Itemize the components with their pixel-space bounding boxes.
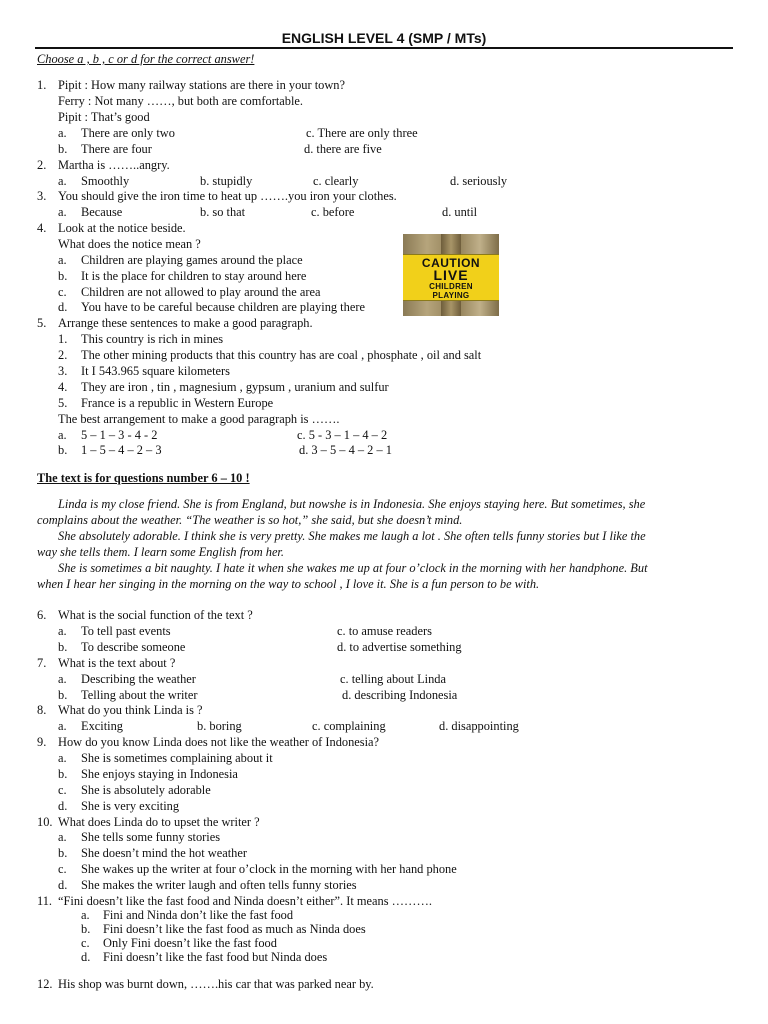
q8-option-b: b. boring <box>197 719 242 733</box>
q11-letter-c: c. <box>81 936 90 950</box>
q5-item: The other mining products that this country has are coal , phosphate , oil and salt <box>81 348 482 362</box>
q3-number: 3. <box>37 189 47 203</box>
q10-letter-c: c. <box>58 862 67 876</box>
sign-line-4: PLAYING <box>432 291 470 300</box>
q8-text: What do you think Linda is ? <box>58 703 203 717</box>
q7-option-c: c. telling about Linda <box>340 672 446 686</box>
q9-letter-a: a. <box>58 751 67 765</box>
q1-dialogue-1: Pipit : How many railway stations are there in your town? <box>58 78 345 92</box>
q1-dialogue-2: Ferry : Not many ……, but both are comfortable. <box>58 94 303 108</box>
q5-option-c: c. 5 - 3 – 1 – 4 – 2 <box>297 428 388 442</box>
q5-option-d: d. 3 – 5 – 4 – 2 – 1 <box>299 443 392 457</box>
q8-option-a: Exciting <box>81 719 123 733</box>
q4-letter-a: a. <box>58 253 67 267</box>
q10-option-d: She makes the writer laugh and often tells funny stories <box>81 878 357 892</box>
q4-letter-b: b. <box>58 269 68 283</box>
q5-item: France is a republic in Western Europe <box>81 396 274 410</box>
q5-option-a: 5 – 1 – 3 - 4 - 2 <box>81 428 158 442</box>
q6-letter-a: a. <box>58 624 67 638</box>
q9-number: 9. <box>37 735 47 749</box>
q5-letter-a: a. <box>58 428 67 442</box>
q2-letter-a: a. <box>58 174 67 188</box>
q12-text: His shop was burnt down, …….his car that was parked near by. <box>58 977 374 991</box>
q2-option-d: d. seriously <box>450 174 508 188</box>
q11-letter-d: d. <box>81 950 91 964</box>
q1-letter-b: b. <box>58 142 68 156</box>
q7-text: What is the text about ? <box>58 656 176 670</box>
q11-option-b: Fini doesn’t like the fast food as much as Ninda does <box>103 922 366 936</box>
sign-line-1: CAUTION <box>421 256 481 270</box>
sign-line-3: CHILDREN <box>429 282 473 291</box>
passage-line: She absolutely adorable. I think she is very pretty. She makes me laugh a lot . She often tells funny stories but I like the <box>58 529 646 543</box>
q5-item: It I 543.965 square kilometers <box>81 364 230 378</box>
q5-item-number: 3. <box>58 364 68 378</box>
q2-number: 2. <box>37 158 47 172</box>
q1-letter-a: a. <box>58 126 67 140</box>
q1-option-c: c. There are only three <box>306 126 418 140</box>
q6-letter-b: b. <box>58 640 68 654</box>
q1-option-b: There are four <box>81 142 152 156</box>
q1-number: 1. <box>37 78 47 92</box>
q3-letter-a: a. <box>58 205 67 219</box>
q10-option-a: She tells some funny stories <box>81 830 221 844</box>
q5-letter-b: b. <box>58 443 68 457</box>
q2-option-b: b. stupidly <box>200 174 253 188</box>
q4-option-d: You have to be careful because children are playing there <box>81 300 365 314</box>
passage-line: complains about the weather. “The weather is so hot,” she said, but she doesn’t mind. <box>37 513 463 527</box>
q10-number: 10. <box>37 815 53 829</box>
q4-option-b: It is the place for children to stay around here <box>81 269 307 283</box>
q7-option-d: d. describing Indonesia <box>342 688 458 702</box>
instruction: Choose a , b , c or d for the correct answer! <box>37 52 255 66</box>
q10-letter-d: d. <box>58 878 68 892</box>
q1-option-d: d. there are five <box>304 142 382 156</box>
q2-option-c: c. clearly <box>313 174 359 188</box>
q11-letter-b: b. <box>81 922 91 936</box>
q5-item: They are iron , tin , magnesium , gypsum , uranium and sulfur <box>81 380 389 394</box>
passage-line: She is sometimes a bit naughty. I hate it when she wakes me up at four o’clock in the morning with her handphone. But <box>58 561 648 575</box>
caution-sign-image <box>403 234 499 316</box>
q9-letter-d: d. <box>58 799 68 813</box>
q3-option-a: Because <box>81 205 123 219</box>
q5-item-number: 5. <box>58 396 68 410</box>
q10-option-b: She doesn’t mind the hot weather <box>81 846 247 860</box>
q9-option-d: She is very exciting <box>81 799 180 813</box>
text-heading: The text is for questions number 6 – 10 ! <box>37 471 250 485</box>
q11-text: “Fini doesn’t like the fast food and Ninda doesn’t either”. It means ………. <box>58 894 432 908</box>
q9-option-c: She is absolutely adorable <box>81 783 211 797</box>
q5-text: Arrange these sentences to make a good paragraph. <box>58 316 313 330</box>
passage-line: Linda is my close friend. She is from England, but nowshe is in Indonesia. She enjoys staying here. But sometimes, she <box>58 497 646 511</box>
q4-text: Look at the notice beside. <box>58 221 186 235</box>
title-divider <box>35 47 733 49</box>
q8-number: 8. <box>37 703 47 717</box>
q5-prompt: The best arrangement to make a good paragraph is ……. <box>58 412 340 426</box>
q7-letter-a: a. <box>58 672 67 686</box>
q4-letter-d: d. <box>58 300 68 314</box>
q5-item-number: 1. <box>58 332 68 346</box>
passage-line: way she tells them. I learn some English from her. <box>37 545 284 559</box>
q11-option-c: Only Fini doesn’t like the fast food <box>103 936 277 950</box>
q8-option-c: c. complaining <box>312 719 386 733</box>
q4-letter-c: c. <box>58 285 67 299</box>
q7-option-a: Describing the weather <box>81 672 196 686</box>
q8-option-d: d. disappointing <box>439 719 519 733</box>
q6-text: What is the social function of the text ? <box>58 608 253 622</box>
page-title: ENGLISH LEVEL 4 (SMP / MTs) <box>281 30 487 46</box>
q8-letter-a: a. <box>58 719 67 733</box>
q11-number: 11. <box>37 894 53 908</box>
sign-line-2: LIVE <box>433 267 469 283</box>
q7-letter-b: b. <box>58 688 68 702</box>
q4-number: 4. <box>37 221 47 235</box>
q3-option-d: d. until <box>442 205 478 219</box>
q9-text: How do you know Linda does not like the weather of Indonesia? <box>58 735 380 749</box>
q4-option-a: Children are playing games around the place <box>81 253 303 267</box>
q2-text: Martha is ……..angry. <box>58 158 170 172</box>
q11-letter-a: a. <box>81 908 90 922</box>
q3-option-c: c. before <box>311 205 355 219</box>
q5-option-b: 1 – 5 – 4 – 2 – 3 <box>81 443 162 457</box>
q5-number: 5. <box>37 316 47 330</box>
q10-letter-a: a. <box>58 830 67 844</box>
q1-dialogue-3: Pipit : That’s good <box>58 110 150 124</box>
q7-option-b: Telling about the writer <box>81 688 198 702</box>
q6-option-a: To tell past events <box>81 624 171 638</box>
q3-option-b: b. so that <box>200 205 246 219</box>
q4-text-2: What does the notice mean ? <box>58 237 201 251</box>
q10-option-c: She wakes up the writer at four o’clock in the morning with her hand phone <box>81 862 457 876</box>
q5-item-number: 4. <box>58 380 68 394</box>
sign-plate <box>403 254 499 301</box>
q6-number: 6. <box>37 608 47 622</box>
passage-line: when I hear her singing in the morning on the way to school , I love it. She is a fun person to be with. <box>37 577 540 591</box>
q6-option-d: d. to advertise something <box>337 640 462 654</box>
q5-item-number: 2. <box>58 348 68 362</box>
q10-letter-b: b. <box>58 846 68 860</box>
q3-text: You should give the iron time to heat up …….you iron your clothes. <box>58 189 397 203</box>
q6-option-c: c. to amuse readers <box>337 624 432 638</box>
q7-number: 7. <box>37 656 47 670</box>
q9-letter-b: b. <box>58 767 68 781</box>
q10-text: What does Linda do to upset the writer ? <box>58 815 260 829</box>
q9-option-b: She enjoys staying in Indonesia <box>81 767 238 781</box>
q4-option-c: Children are not allowed to play around the area <box>81 285 321 299</box>
q2-option-a: Smoothly <box>81 174 130 188</box>
q6-option-b: To describe someone <box>81 640 186 654</box>
q12-number: 12. <box>37 977 53 991</box>
q5-item: This country is rich in mines <box>81 332 224 346</box>
q1-option-a: There are only two <box>81 126 175 140</box>
q11-option-a: Fini and Ninda don’t like the fast food <box>103 908 294 922</box>
q9-option-a: She is sometimes complaining about it <box>81 751 273 765</box>
q9-letter-c: c. <box>58 783 67 797</box>
q11-option-d: Fini doesn’t like the fast food but Ninda does <box>103 950 328 964</box>
